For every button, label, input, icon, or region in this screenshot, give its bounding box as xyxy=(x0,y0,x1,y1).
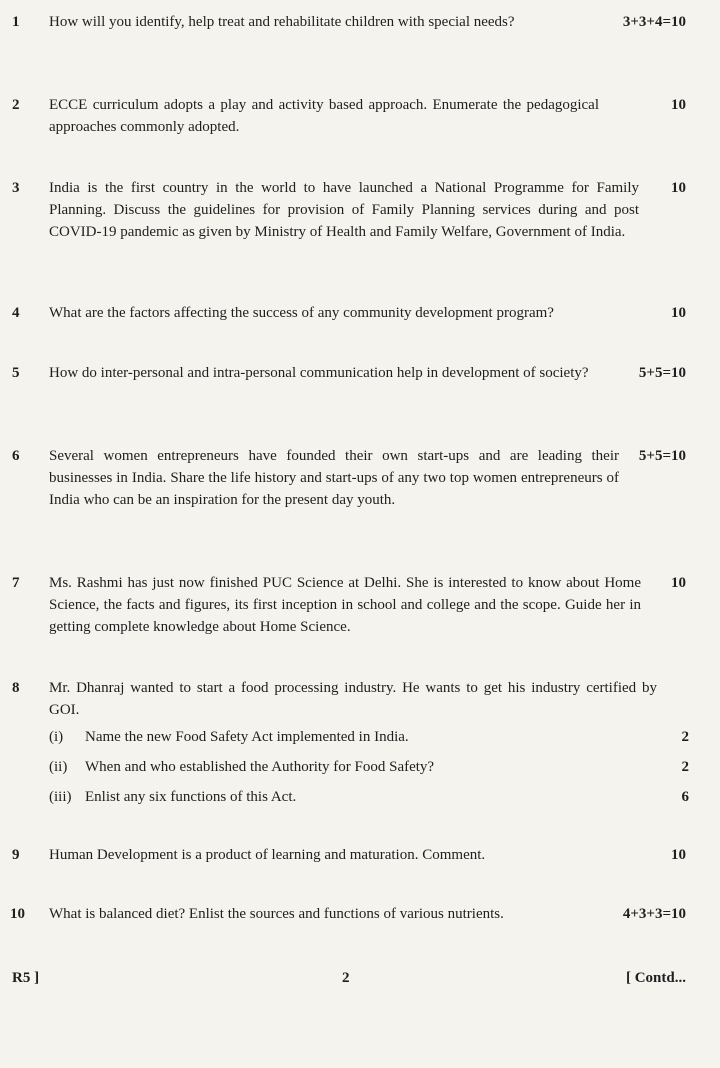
question-marks: 10 xyxy=(671,180,686,196)
question-number: 6 xyxy=(12,448,20,464)
question-text: India is the first country in the world to have launched a National Programme for Family Planning. Discuss the guidelines for provision of Family Planning services during and post COVID-19 pandemic as given by Ministry of Health and Family Welfare, Government of India. xyxy=(49,180,639,240)
subpart-text: Name the new Food Safety Act implemented in India. xyxy=(85,729,409,745)
question-marks: 10 xyxy=(671,97,686,113)
question-text: How will you identify, help treat and rehabilitate children with special needs? xyxy=(49,14,515,30)
question-marks: 5+5=10 xyxy=(638,448,686,464)
question-text: ECCE curriculum adopts a play and activity based approach. Enumerate the pedagogical approaches commonly adopted. xyxy=(49,97,599,135)
subpart-label: (i) xyxy=(49,729,64,745)
question-marks: 10 xyxy=(671,847,686,863)
question-number: 7 xyxy=(12,575,20,591)
footer-code: R5 ] xyxy=(12,970,40,986)
q8-subpart-2 xyxy=(49,756,689,778)
question-marks: 10 xyxy=(671,575,686,591)
question-marks: 3+3+4=10 xyxy=(622,14,686,30)
q8-subpart-3 xyxy=(49,786,689,808)
question-text: Mr. Dhanraj wanted to start a food processing industry. He wants to get his industry certified by GOI. xyxy=(49,680,657,718)
subpart-text: Enlist any six functions of this Act. xyxy=(85,789,297,805)
question-text: What are the factors affecting the success of any community development program? xyxy=(49,305,554,321)
question-marks: 10 xyxy=(671,305,686,321)
question-marks: 4+3+3=10 xyxy=(622,906,686,922)
subpart-text: When and who established the Authority for Food Safety? xyxy=(85,759,435,775)
question-text: What is balanced diet? Enlist the sources and functions of various nutrients. xyxy=(49,906,504,922)
question-number: 9 xyxy=(12,847,20,863)
question-text: Several women entrepreneurs have founded their own start-ups and are leading their businesses in India. Share the life history and start-ups of any two top women entrepreneurs of India who can be an inspiration for the present day youth. xyxy=(49,448,619,508)
question-number: 2 xyxy=(12,97,20,113)
subpart-label: (iii) xyxy=(49,789,72,805)
question-number: 4 xyxy=(12,305,20,321)
question-number: 8 xyxy=(12,680,20,696)
subpart-label: (ii) xyxy=(49,759,68,775)
subpart-marks: 6 xyxy=(681,789,689,805)
question-text: Human Development is a product of learning and maturation. Comment. xyxy=(49,847,486,863)
subpart-marks: 2 xyxy=(681,729,689,745)
question-number: 1 xyxy=(12,14,20,30)
q8-subpart-1 xyxy=(49,726,689,748)
question-number: 10 xyxy=(10,906,25,922)
question-text: Ms. Rashmi has just now finished PUC Science at Delhi. She is interested to know about Home Science, the facts and figures, its first inception in school and college and the scope. Guide her in getting complete knowledge about Home Science. xyxy=(49,575,641,635)
footer-continued: [ Contd... xyxy=(625,970,686,986)
question-number: 3 xyxy=(12,180,20,196)
question-number: 5 xyxy=(12,365,20,381)
question-text: How do inter-personal and intra-personal communication help in development of society? xyxy=(49,365,589,381)
page-number: 2 xyxy=(342,970,350,986)
question-marks: 5+5=10 xyxy=(638,365,686,381)
subpart-marks: 2 xyxy=(681,759,689,775)
